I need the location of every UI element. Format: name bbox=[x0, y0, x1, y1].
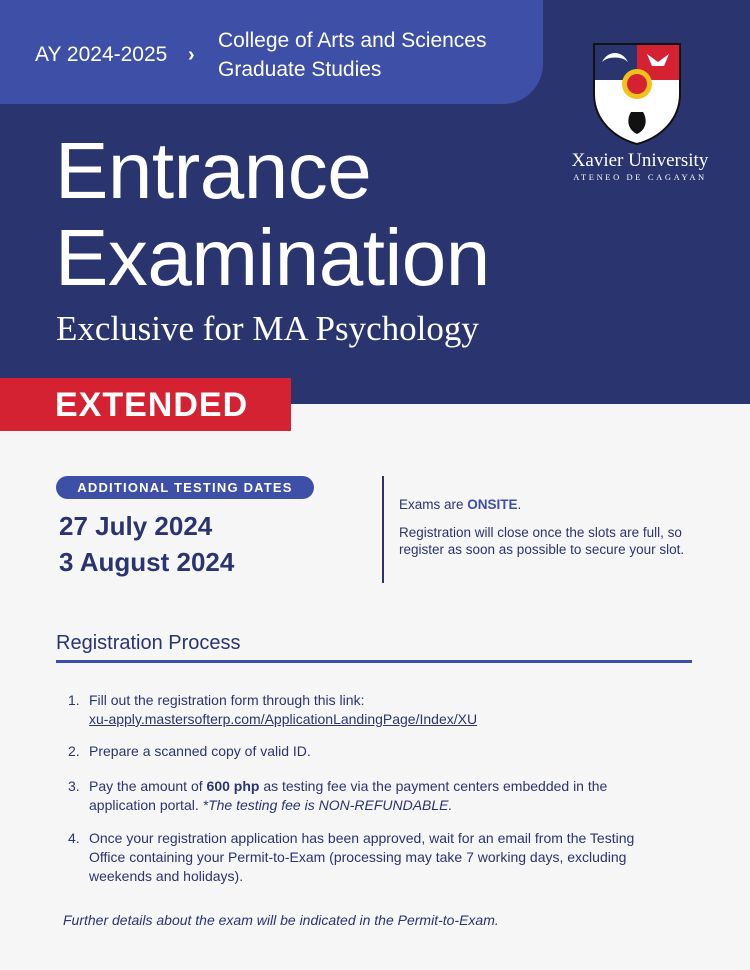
footnote: Further details about the exam will be indicated in the Permit-to-Exam. bbox=[63, 912, 499, 928]
exam-mode-prefix: Exams are bbox=[399, 497, 468, 512]
title-line1: Entrance bbox=[55, 126, 372, 215]
registration-title: Registration Process bbox=[56, 632, 241, 654]
exam-mode-text bbox=[399, 496, 709, 513]
fee-amount: 600 php bbox=[206, 778, 260, 794]
registration-underline bbox=[56, 660, 692, 663]
header-banner bbox=[0, 0, 750, 404]
chevron-right-icon: › bbox=[188, 44, 195, 66]
title-line2: Examination bbox=[55, 213, 490, 302]
registration-step bbox=[68, 777, 668, 815]
registration-step bbox=[68, 742, 668, 761]
step-text-after: as testing fee via the payment centers embedded in the application portal. bbox=[89, 778, 608, 813]
university-subtitle: ATENEO DE CAGAYAN bbox=[573, 172, 707, 182]
extended-label: EXTENDED bbox=[55, 386, 249, 424]
exam-mode-value: ONSITE bbox=[467, 497, 518, 512]
fee-note: *The testing fee is NON-REFUNDABLE. bbox=[202, 797, 453, 813]
subtitle: Exclusive for MA Psychology bbox=[56, 309, 479, 348]
university-crest-logo bbox=[592, 42, 682, 146]
step-number: 4. bbox=[68, 830, 80, 846]
testing-date-1: 27 July 2024 bbox=[59, 511, 213, 541]
extended-badge bbox=[0, 378, 291, 431]
college-line2: Graduate Studies bbox=[218, 58, 382, 81]
top-bar bbox=[0, 0, 543, 104]
university-name: Xavier University bbox=[571, 150, 709, 171]
exam-mode-suffix: . bbox=[517, 497, 522, 512]
step-text: Fill out the registration form through this link: bbox=[89, 692, 365, 708]
step-text: Prepare a scanned copy of valid ID. bbox=[89, 743, 311, 759]
registration-step bbox=[68, 691, 668, 729]
academic-year: AY 2024-2025 bbox=[35, 43, 168, 66]
step-number: 1. bbox=[68, 692, 80, 708]
college-name bbox=[218, 26, 487, 84]
registration-step bbox=[68, 829, 668, 886]
step-text-before: Pay the amount of bbox=[89, 778, 207, 794]
registration-link[interactable]: xu-apply.mastersofterp.com/ApplicationLandingPage/Index/XU bbox=[89, 711, 478, 727]
college-line1: College of Arts and Sciences bbox=[218, 29, 487, 52]
testing-date-2: 3 August 2024 bbox=[59, 547, 235, 577]
step-text: Once your registration application has been approved, wait for an email from the Testing Office containing your Permit-to-Exam (processing may take 7 working days, excluding weekends and holidays). bbox=[89, 830, 635, 884]
testing-dates-pill: ADDITIONAL TESTING DATES bbox=[56, 476, 314, 499]
step-number: 2. bbox=[68, 743, 80, 759]
vertical-divider bbox=[382, 476, 384, 583]
step-number: 3. bbox=[68, 778, 80, 794]
registration-closing-text: Registration will close once the slots are full, so register as soon as possible to secure your slot. bbox=[399, 525, 685, 557]
